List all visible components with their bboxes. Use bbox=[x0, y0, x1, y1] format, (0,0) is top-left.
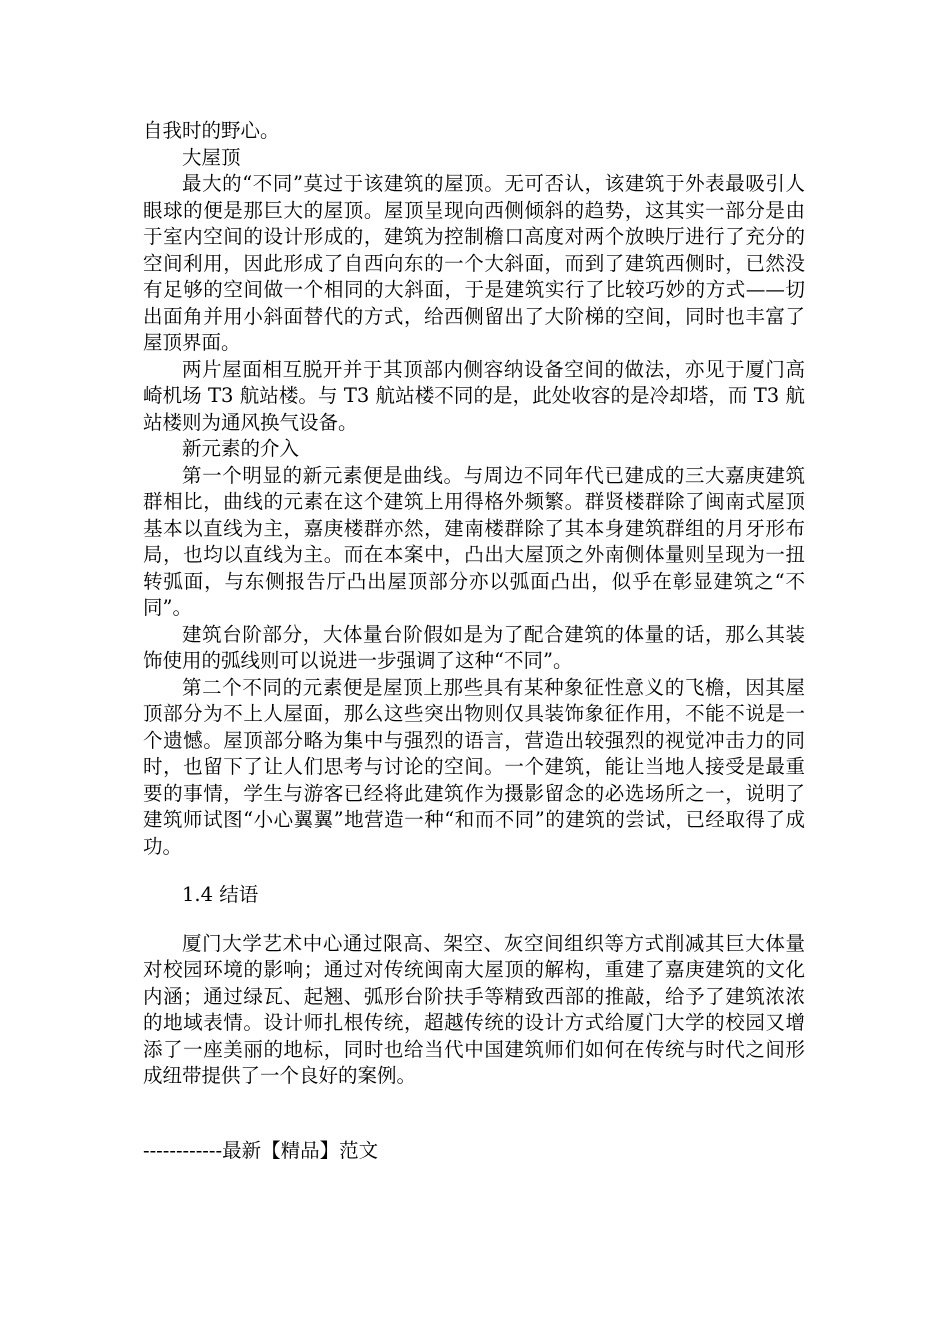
spacer bbox=[143, 1090, 805, 1138]
footer-label: ------------最新【精品】范文 bbox=[143, 1138, 379, 1162]
paragraph-curves: 第一个明显的新元素便是曲线。与周边不同年代已建成的三大嘉庚建筑群相比，曲线的元素在这个建筑上用得格外频繁。群贤楼群除了闽南式屋顶基本以直线为主，嘉庚楼群亦然，建南楼群除了其本身建筑群组的月牙形布局，也均以直线为主。而在本案中，凸出大屋顶之外南侧体量则呈现为一扭转弧面，与东侧报告厅凸出屋顶部分亦以弧面凸出，似乎在彰显建筑之“不同”。 bbox=[143, 463, 805, 619]
section-heading-big-roof: 大屋顶 bbox=[182, 145, 241, 169]
paragraph-steps: 建筑台阶部分，大体量台阶假如是为了配合建筑的体量的话，那么其装饰使用的弧线则可以说进一步强调了这种“不同”。 bbox=[143, 622, 805, 672]
paragraph-eaves: 第二个不同的元素便是屋顶上那些具有某种象征性意义的飞檐，因其屋顶部分为不上人屋面，那么这些突出物则仅具装饰象征作用，不能不说是一个遗憾。屋顶部分略为集中与强烈的语言，营造出较强烈的视觉冲击力的同时，也留下了让人们思考与讨论的空间。一个建筑，能让当地人接受是最重要的事情，学生与游客已经将此建筑作为摄影留念的必选场所之一，说明了建筑师试图“小心翼翼”地营造一种“和而不同”的建筑的尝试，已经取得了成功。 bbox=[143, 675, 805, 858]
section-heading-new-elements: 新元素的介入 bbox=[182, 437, 300, 460]
paragraph-conclusion: 厦门大学艺术中心通过限高、架空、灰空间组织等方式削减其巨大体量对校园环境的影响；通过对传统闽南大屋顶的解构，重建了嘉庚建筑的文化内涵；通过绿瓦、起翘、弧形台阶扶手等精致西部的推敲，给予了建筑浓浓的地域表情。设计师扎根传统，超越传统的设计方式给厦门大学的校园又增添了一座美丽的地标，同时也给当代中国建筑师们如何在传统与时代之间形成纽带提供了一个良好的案例。 bbox=[143, 931, 805, 1087]
paragraph-roof-comparison: 两片屋面相互脱开并于其顶部内侧容纳设备空间的做法，亦见于厦门高崎机场 T3 航站楼。与 T3 航站楼不同的是，此处收容的是冷却塔，而 T3 航站楼则为通风换气设备。 bbox=[143, 357, 805, 434]
document-body bbox=[143, 118, 805, 1164]
paragraph-continuation: 自我时的野心。 bbox=[143, 119, 280, 142]
paragraph-roof-description: 最大的“不同”莫过于该建筑的屋顶。无可否认，该建筑于外表最吸引人眼球的便是那巨大的屋顶。屋顶呈现向西侧倾斜的趋势，这其实一部分是由于室内空间的设计形成的，建筑为控制檐口高度对两个放映厅进行了充分的空间利用，因此形成了自西向东的一个大斜面，而到了建筑西侧时，已然没有足够的空间做一个相同的大斜面，于是建筑实行了比较巧妙的方式——切出面角并用小斜面替代的方式，给西侧留出了大阶梯的空间，同时也丰富了屋顶界面。 bbox=[143, 172, 805, 354]
section-heading-conclusion: 1.4 结语 bbox=[182, 883, 259, 906]
